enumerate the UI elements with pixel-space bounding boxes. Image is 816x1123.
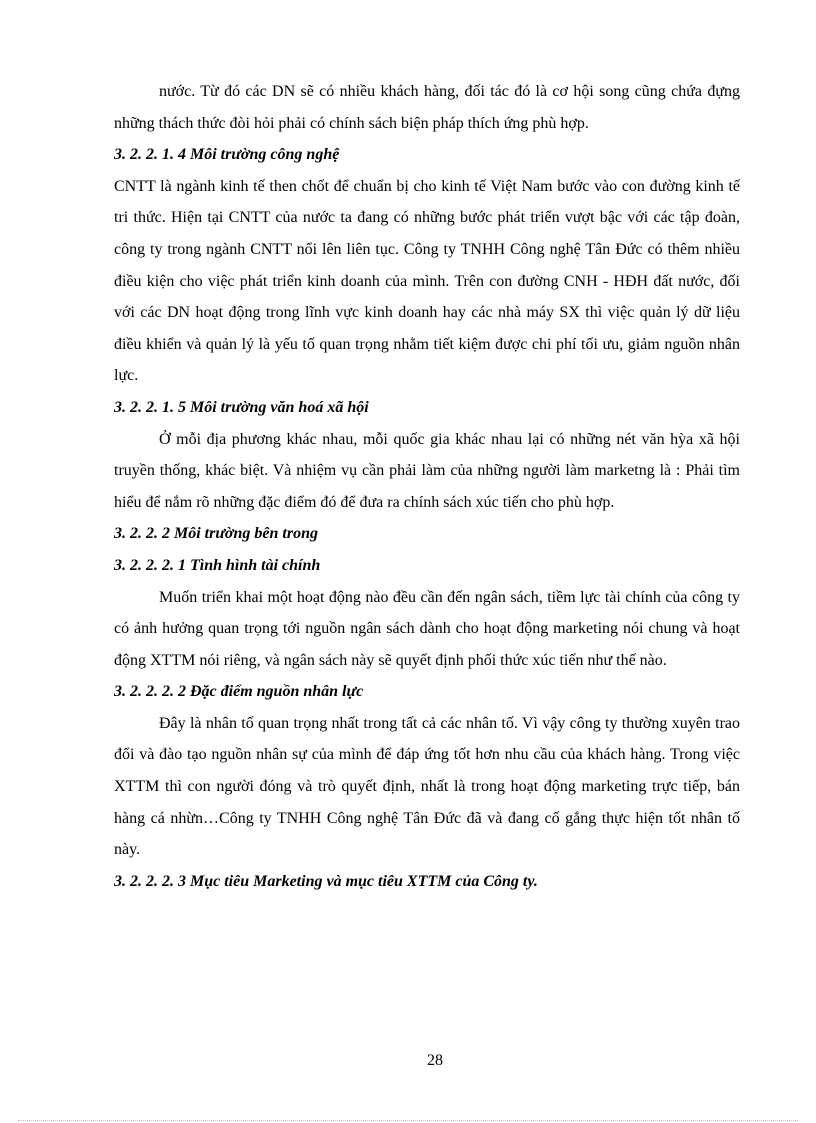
paragraph-culture: Ở mỗi địa phương khác nhau, mỗi quốc gia khác nhau lại có những nét văn hỳa xã hội truyền thống, khác biệt. Và nhiệm vụ cần phải làm của những người làm marketng là : Phải tìm hiểu để nắm rõ những đặc điểm đó để đưa ra chính sách xúc tiến cho phù hợp. xyxy=(114,430,740,511)
paragraph-continuation: nước. Từ đó các DN sẽ có nhiều khách hàng, đối tác đó là cơ hội song cũng chứa đựng những thách thức đòi hỏi phải có chính sách biện pháp thích ứng phù hợp. xyxy=(114,83,740,132)
heading-marketing-objectives: 3. 2. 2. 2. 3 Mục tiêu Marketing và mục tiêu XTTM của Công ty. xyxy=(114,872,538,890)
heading-human-resources: 3. 2. 2. 2. 2 Đặc điểm nguồn nhân lực xyxy=(114,683,364,701)
heading-culture-environment: 3. 2. 2. 1. 5 Môi trường văn hoá xã hội xyxy=(114,398,369,416)
page-number: 28 xyxy=(427,1052,443,1069)
paragraph-human-resources: Đây là nhân tố quan trọng nhất trong tất cả các nhân tố. Vì vậy công ty thường xuyên trao đổi và đào tạo nguồn nhân sự của mình để đáp ứng tốt hơn nhu cầu của khách hàng. Trong việc XTTM thì con người đóng và trò quyết định, nhất là trong hoạt động marketing trực tiếp, bán hàng cá nhừn…Công ty TNHH Công nghệ Tân Đức đã và đang cố gắng thực hiện tốt nhân tố này. xyxy=(114,714,740,859)
page-bottom-divider xyxy=(18,1120,798,1121)
paragraph-financial: Muốn triển khai một hoạt động nào đều cần đến ngân sách, tiềm lực tài chính của công ty có ảnh hưởng quan trọng tới nguồn ngân sách dành cho hoạt động marketing nói chung và hoạt động XTTM nói riêng, và ngân sách này sẽ quyết định phối thức xúc tiến như thế nào. xyxy=(114,588,740,669)
heading-internal-environment: 3. 2. 2. 2 Môi trường bên trong xyxy=(114,525,318,543)
paragraph-technology: CNTT là ngành kinh tế then chốt để chuẩn bị cho kinh tế Việt Nam bước vào con đường kinh tế tri thức. Hiện tại CNTT của nước ta đang có những bước phát triển vượt bậc với các tập đoàn, công ty trong ngành CNTT nổi lên liên tục. Công ty TNHH Công nghệ Tân Đức có thêm nhiều điều kiện cho việc phát triển kinh doanh của mình. Trên con đường CNH - HĐH đất nước, đối với các DN hoạt động trong lĩnh vực kinh doanh hay các nhà máy SX thì việc quản lý dữ liệu điều khiển và quản lý là yếu tố quan trọng nhằm tiết kiệm được chi phí tối ưu, giảm nguồn nhân lực. xyxy=(114,177,740,385)
heading-technology-environment: 3. 2. 2. 1. 4 Môi trường công nghệ xyxy=(114,146,340,164)
heading-financial-situation: 3. 2. 2. 2. 1 Tình hình tài chính xyxy=(114,556,321,574)
document-body xyxy=(114,76,740,897)
